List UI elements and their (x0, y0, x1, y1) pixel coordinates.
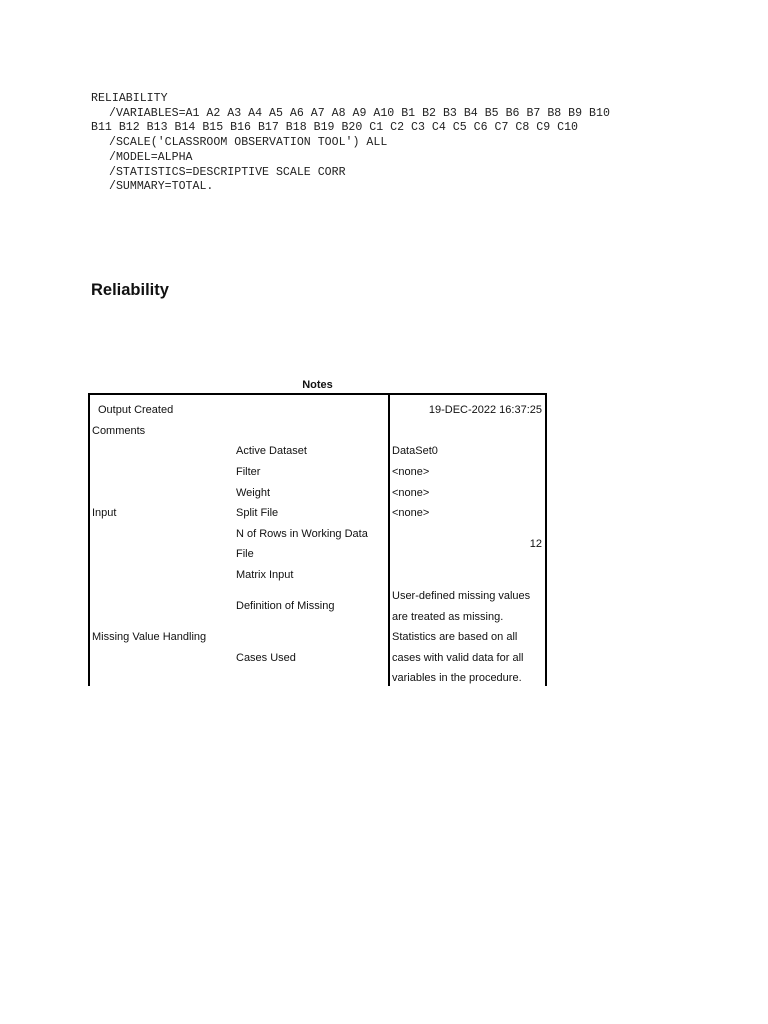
output-created-label: Output Created (98, 404, 174, 416)
comments-label: Comments (92, 425, 146, 437)
syntax-line: /SUMMARY=TOTAL. (109, 180, 214, 194)
active-dataset-label: Active Dataset (236, 445, 307, 457)
cases-used-value-line2: cases with valid data for all (392, 652, 524, 664)
definition-of-missing-value-line1: User-defined missing values (392, 590, 531, 602)
filter-value: <none> (392, 466, 430, 478)
column-divider (388, 395, 390, 686)
section-heading: Reliability (91, 281, 169, 299)
split-file-value: <none> (392, 507, 430, 519)
syntax-line: RELIABILITY (91, 92, 168, 105)
cases-used-label: Cases Used (236, 652, 296, 664)
output-created-value: 19-DEC-2022 16:37:25 (428, 404, 542, 416)
weight-label: Weight (236, 487, 271, 499)
syntax-line: B11 B12 B13 B14 B15 B16 B17 B18 B19 B20 C1 C2 C3 C4 C5 C6 C7 C8 C9 C10 (91, 121, 579, 135)
cases-used-value-line1: Statistics are based on all (392, 631, 518, 643)
matrix-input-label: Matrix Input (236, 569, 294, 581)
n-rows-label-line1: N of Rows in Working Data (236, 528, 368, 540)
syntax-line: /VARIABLES=A1 A2 A3 A4 A5 A6 A7 A8 A9 A10 B1 B2 B3 B4 B5 B6 B7 B8 B9 B10 (109, 106, 610, 120)
cases-used-value-line3: variables in the procedure. (392, 672, 522, 684)
weight-value: <none> (392, 487, 430, 499)
notes-table-title: Notes (302, 379, 333, 391)
filter-label: Filter (236, 466, 261, 478)
n-rows-label-line2: File (236, 548, 254, 560)
active-dataset-value: DataSet0 (392, 445, 438, 457)
syntax-line: /STATISTICS=DESCRIPTIVE SCALE CORR (109, 165, 346, 179)
syntax-line: /SCALE('CLASSROOM OBSERVATION TOOL') ALL (109, 136, 388, 150)
missing-value-handling-label: Missing Value Handling (92, 631, 207, 643)
syntax-line: /MODEL=ALPHA (109, 150, 193, 164)
input-label: Input (92, 507, 117, 519)
syntax-block (91, 92, 610, 195)
split-file-label: Split File (236, 507, 279, 519)
definition-of-missing-value-line2: are treated as missing. (392, 611, 504, 623)
n-rows-value: 12 (529, 538, 542, 550)
notes-table (88, 393, 547, 686)
definition-of-missing-label: Definition of Missing (236, 600, 335, 612)
